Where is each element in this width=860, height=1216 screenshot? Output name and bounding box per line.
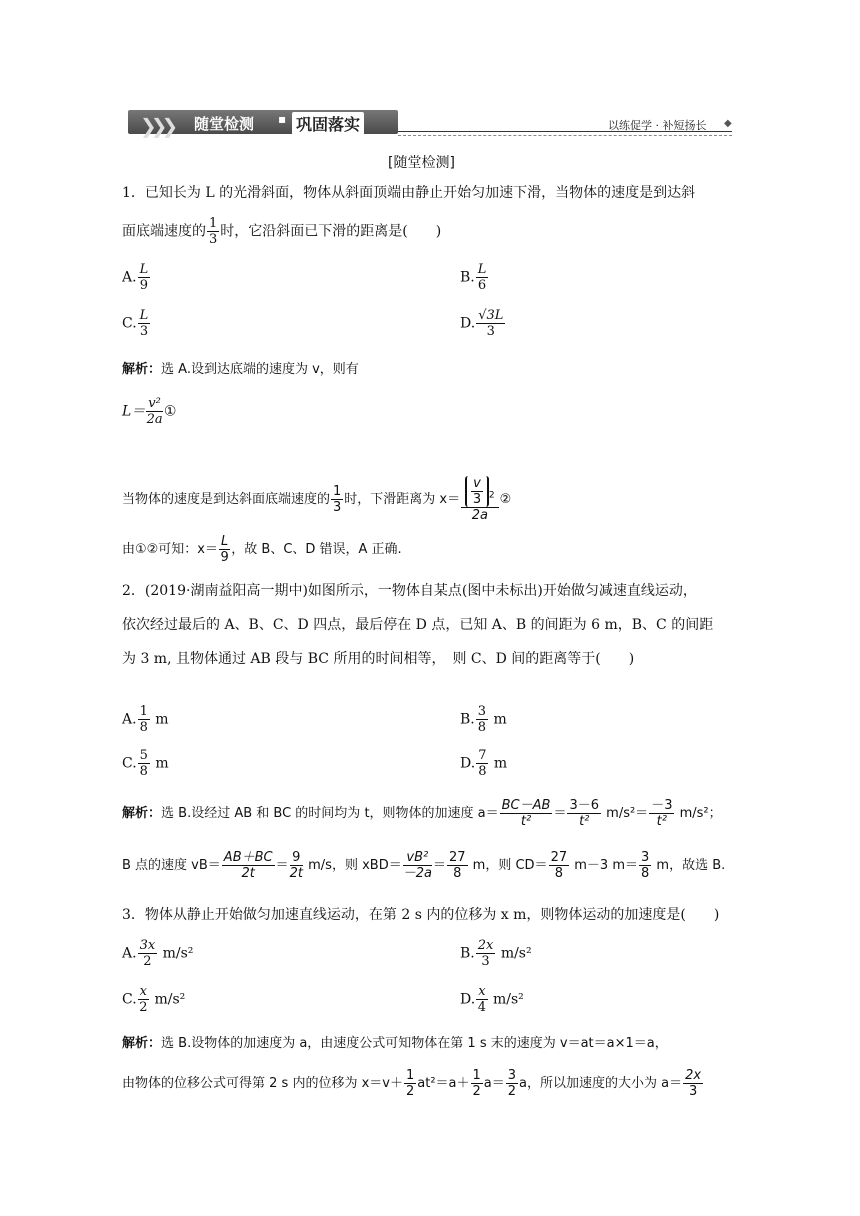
q2-option-d: D. $\frac{7}{8}$ m [460, 748, 508, 779]
q1-option-d: D. $\frac{√3L}{3}$ [460, 308, 504, 339]
header-banner [128, 110, 398, 138]
q3-solution-2: 由物体的位移公式可得第 2 s 内的位移为 x＝v＋ $\frac{1}{2}$ at²＝a＋ $\frac{1}{2}$ a＝ $\frac{3}{2}$ a，所以加速度的大小为 a＝ $\frac{2x}{3}$ [122, 1068, 702, 1099]
q1-solution-1: 解析：选 A.设到达底端的速度为 v，则有 [122, 362, 359, 377]
q1-line1: 1．已知长为 L 的光滑斜面，物体从斜面顶端由静止开始匀加速下滑，当物体的速度是到达斜 [122, 185, 696, 201]
header-dot: ▪ [278, 112, 287, 126]
q1-option-c: C. $\frac{L}{3}$ [122, 308, 149, 339]
q2-option-c: C. $\frac{5}{8}$ m [122, 748, 169, 779]
q3-option-c: C. $\frac{x}{2}$ m/s² [122, 984, 186, 1015]
q1-option-a: A. $\frac{L}{9}$ [122, 262, 149, 293]
q1-option-b: B. $\frac{L}{6}$ [460, 262, 487, 293]
header-title-left: 随堂检测 [194, 115, 255, 133]
q1-line2: 面底端速度的 $\frac{1}{3}$ 时，它沿斜面已下滑的距离是( ) [122, 216, 442, 247]
q3-solution-1: 解析：选 B.设物体的加速度为 a，由速度公式可知物体在第 1 s 末的速度为 v＝at＝a×1＝a， [122, 1036, 668, 1051]
q3-option-d: D. $\frac{x}{4}$ m/s² [460, 984, 524, 1015]
q2-option-b: B. $\frac{3}{8}$ m [460, 704, 507, 735]
q1-equation-1: L＝ $\frac{\text{v²}}{2a}$ ① [122, 396, 177, 427]
q1-solution-3: 由①②可知：x＝ $\frac{L}{9}$ ，故 B、C、D 错误，A 正确. [122, 534, 402, 565]
q1-solution-2: 当物体的速度是到达斜面底端速度的 $\frac{1}{3}$ 时，下滑距离为 x＝ v 3 $^2$ 2a ② [122, 476, 512, 523]
q2-line1: 2．(2019·湖南益阳高一期中)如图所示，一物体自某点(图中未标出)开始做匀减速直线运动， [122, 583, 697, 599]
q2-solution-2: B 点的速度 vB＝ $\frac{AB+BC}{2t}$ ＝ $\frac{9}{2t}$ m/s，则 xBD＝ $\frac{\text{vB²}}{-2a}$ ＝ $\frac{27}{8}$ m，则 CD＝ $\frac{27}{8}$ m－3 m＝ $\frac{3}{8}$ m，故选 B. [122, 850, 726, 881]
diamond-icon: ◆ [724, 118, 732, 129]
q3-option-b: B. $\frac{2x}{3}$ m/s² [460, 938, 532, 969]
q2-option-a: A. $\frac{1}{8}$ m [122, 704, 169, 735]
q2-line2: 依次经过最后的 A、B、C、D 四点，最后停在 D 点，已知 A、B 的间距为 6 m，B、C 的间距 [122, 617, 714, 633]
header-title-right: 巩固落实 [292, 112, 364, 135]
chevron-icon: ❯❯❯ [140, 114, 173, 138]
section-title: [随堂检测] [388, 155, 455, 171]
header-rule-dashed [398, 135, 732, 136]
header-slogan: 以练促学 · 补短扬长 [608, 119, 707, 132]
fraction: $\frac{1}{3}$ [209, 216, 218, 247]
q3-option-a: A. $\frac{3x}{2}$ m/s² [122, 938, 194, 969]
q2-line3: 为 3 m, 且物体通过 AB 段与 BC 所用的时间相等， 则 C、D 间的距离等于( ) [122, 651, 635, 667]
section-header [120, 104, 732, 140]
q3-line1: 3．物体从静止开始做匀加速直线运动，在第 2 s 内的位移为 x m，则物体运动的加速度是( ) [122, 907, 720, 923]
q2-solution-1: 解析：选 B.设经过 AB 和 BC 的时间均为 t，则物体的加速度 a＝ $\frac{BC-AB}{\text{t²}}$ ＝ $\frac{3-6}{\text{t²}}$ m/s²＝ $\frac{-3}{\text{t²}}$ m/s²； [122, 798, 722, 829]
